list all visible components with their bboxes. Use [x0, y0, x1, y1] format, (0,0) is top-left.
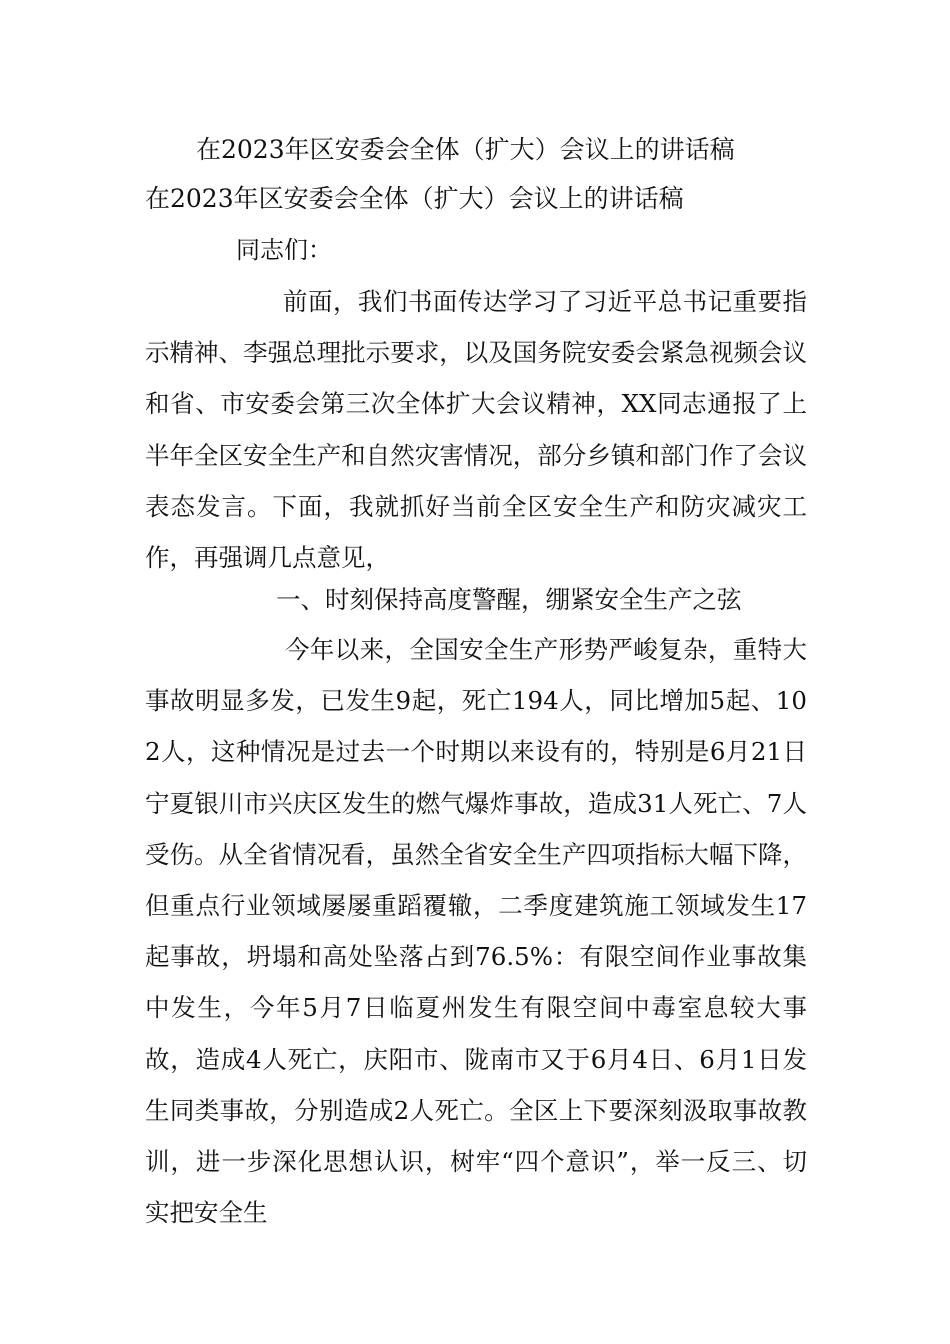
document-title: 在2023年区安委会全体（扩大）会议上的讲话稿	[196, 135, 735, 164]
section-heading-one: 一、时刻保持高度警醒，绷紧安全生产之弦	[276, 585, 742, 614]
paragraph-safety-situation: 今年以来，全国安全生产形势严峻复杂，重特大事故明显多发，已发生9起，死亡194人，同比增加5起、102人，这种情况是过去一个时期以来设有的，特别是6月21日宁夏银川市兴庆区发生的燃气爆炸事故，造成31人死亡、7人受伤。从全省情况看，虽然全省安全生产四项指标大幅下降，但重点行业领域屡屡重蹈覆辙，二季度建筑施工领域发生17起事故，坍塌和高处坠落占到76.5%：有限空间作业事故集中发生，今年5月7日临夏州发生有限空间中毒室息较大事故，造成4人死亡，庆阳市、陇南市又于6月4日、6月1日发生同类事故，分别造成2人死亡。全区上下要深刻汲取事故教训，进一步深化思想认识，树牢“四个意识”，举一反三、切实把安全生	[145, 635, 807, 1228]
salutation: 同志们：	[236, 236, 332, 264]
document-title-repeat: 在2023年区安委会全体（扩大）会议上的讲话稿	[145, 184, 684, 213]
paragraph-introduction: 前面，我们书面传达学习了习近平总书记重要指示精神、李强总理批示要求，以及国务院安委会紧急视频会议和省、市安委会第三次全体扩大会议精神，XX同志通报了上半年全区安全生产和自然灾害情况，部分乡镇和部门作了会议表态发言。下面，我就抓好当前全区安全生产和防灾减灾工作，再强调几点意见，	[145, 287, 807, 573]
